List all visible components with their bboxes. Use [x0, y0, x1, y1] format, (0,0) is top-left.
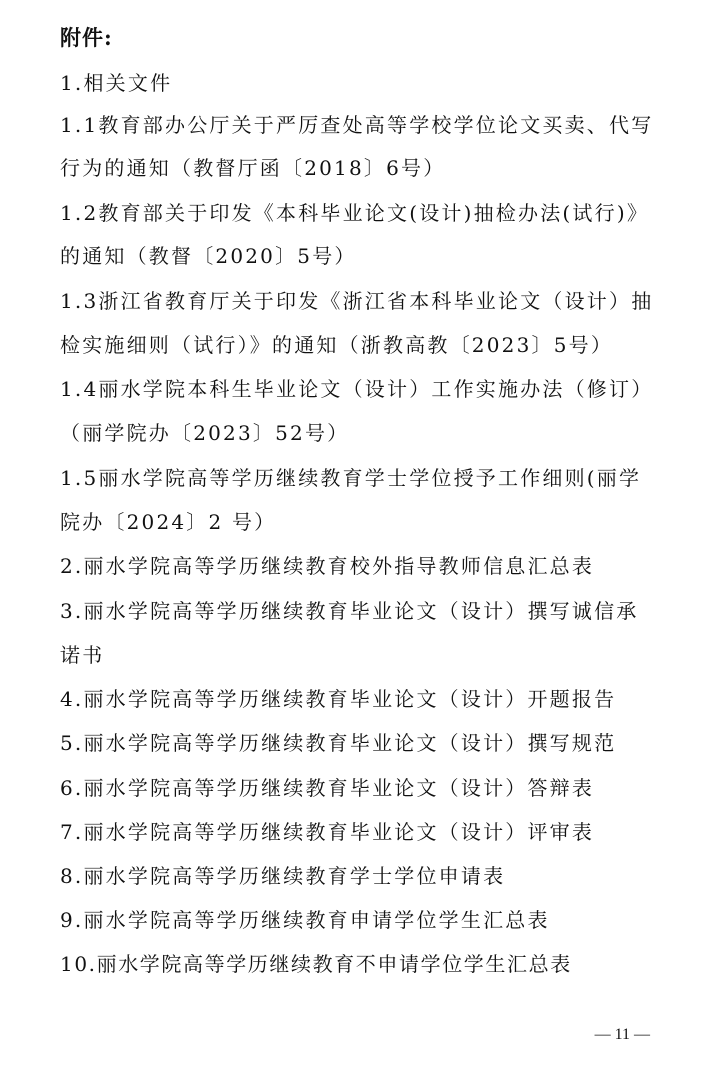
list-item: 2.丽水学院高等学历继续教育校外指导教师信息汇总表	[60, 554, 595, 578]
list-item: 诺书	[60, 643, 105, 667]
list-item: 3.丽水学院高等学历继续教育毕业论文（设计）撰写诚信承	[60, 599, 639, 623]
list-item: 1.4丽水学院本科生毕业论文（设计）工作实施办法（修订）	[60, 377, 654, 401]
list-item: 1.1教育部办公厅关于严厉查处高等学校学位论文买卖、代写	[60, 113, 654, 137]
list-item: （丽学院办〔2023〕52号）	[60, 421, 350, 445]
page-number: — 11 —	[594, 1026, 650, 1043]
list-item: 4.丽水学院高等学历继续教育毕业论文（设计）开题报告	[60, 687, 617, 711]
list-item: 检实施细则（试行）》的通知（浙教高教〔2023〕5号）	[60, 333, 614, 357]
list-item: 1.5丽水学院高等学历继续教育学士学位授予工作细则(丽学	[60, 466, 642, 490]
list-item: 9.丽水学院高等学历继续教育申请学位学生汇总表	[60, 908, 550, 932]
list-item: 院办〔2024〕2 号）	[60, 510, 277, 534]
list-item: 7.丽水学院高等学历继续教育毕业论文（设计）评审表	[60, 820, 595, 844]
list-item: 行为的通知（教督厅函〔2018〕6号）	[60, 156, 446, 180]
list-item: 的通知（教督〔2020〕5号）	[60, 244, 357, 268]
list-item: 1.3浙江省教育厅关于印发《浙江省本科毕业论文（设计）抽	[60, 289, 654, 313]
list-item: 10.丽水学院高等学历继续教育不申请学位学生汇总表	[60, 952, 572, 976]
list-item: 5.丽水学院高等学历继续教育毕业论文（设计）撰写规范	[60, 731, 617, 755]
attachment-heading: 附件:	[60, 25, 113, 50]
list-item: 1.相关文件	[60, 71, 173, 95]
list-item: 1.2教育部关于印发《本科毕业论文(设计)抽检办法(试行)》	[60, 201, 650, 225]
list-item: 6.丽水学院高等学历继续教育毕业论文（设计）答辩表	[60, 776, 595, 800]
list-item: 8.丽水学院高等学历继续教育学士学位申请表	[60, 864, 506, 888]
